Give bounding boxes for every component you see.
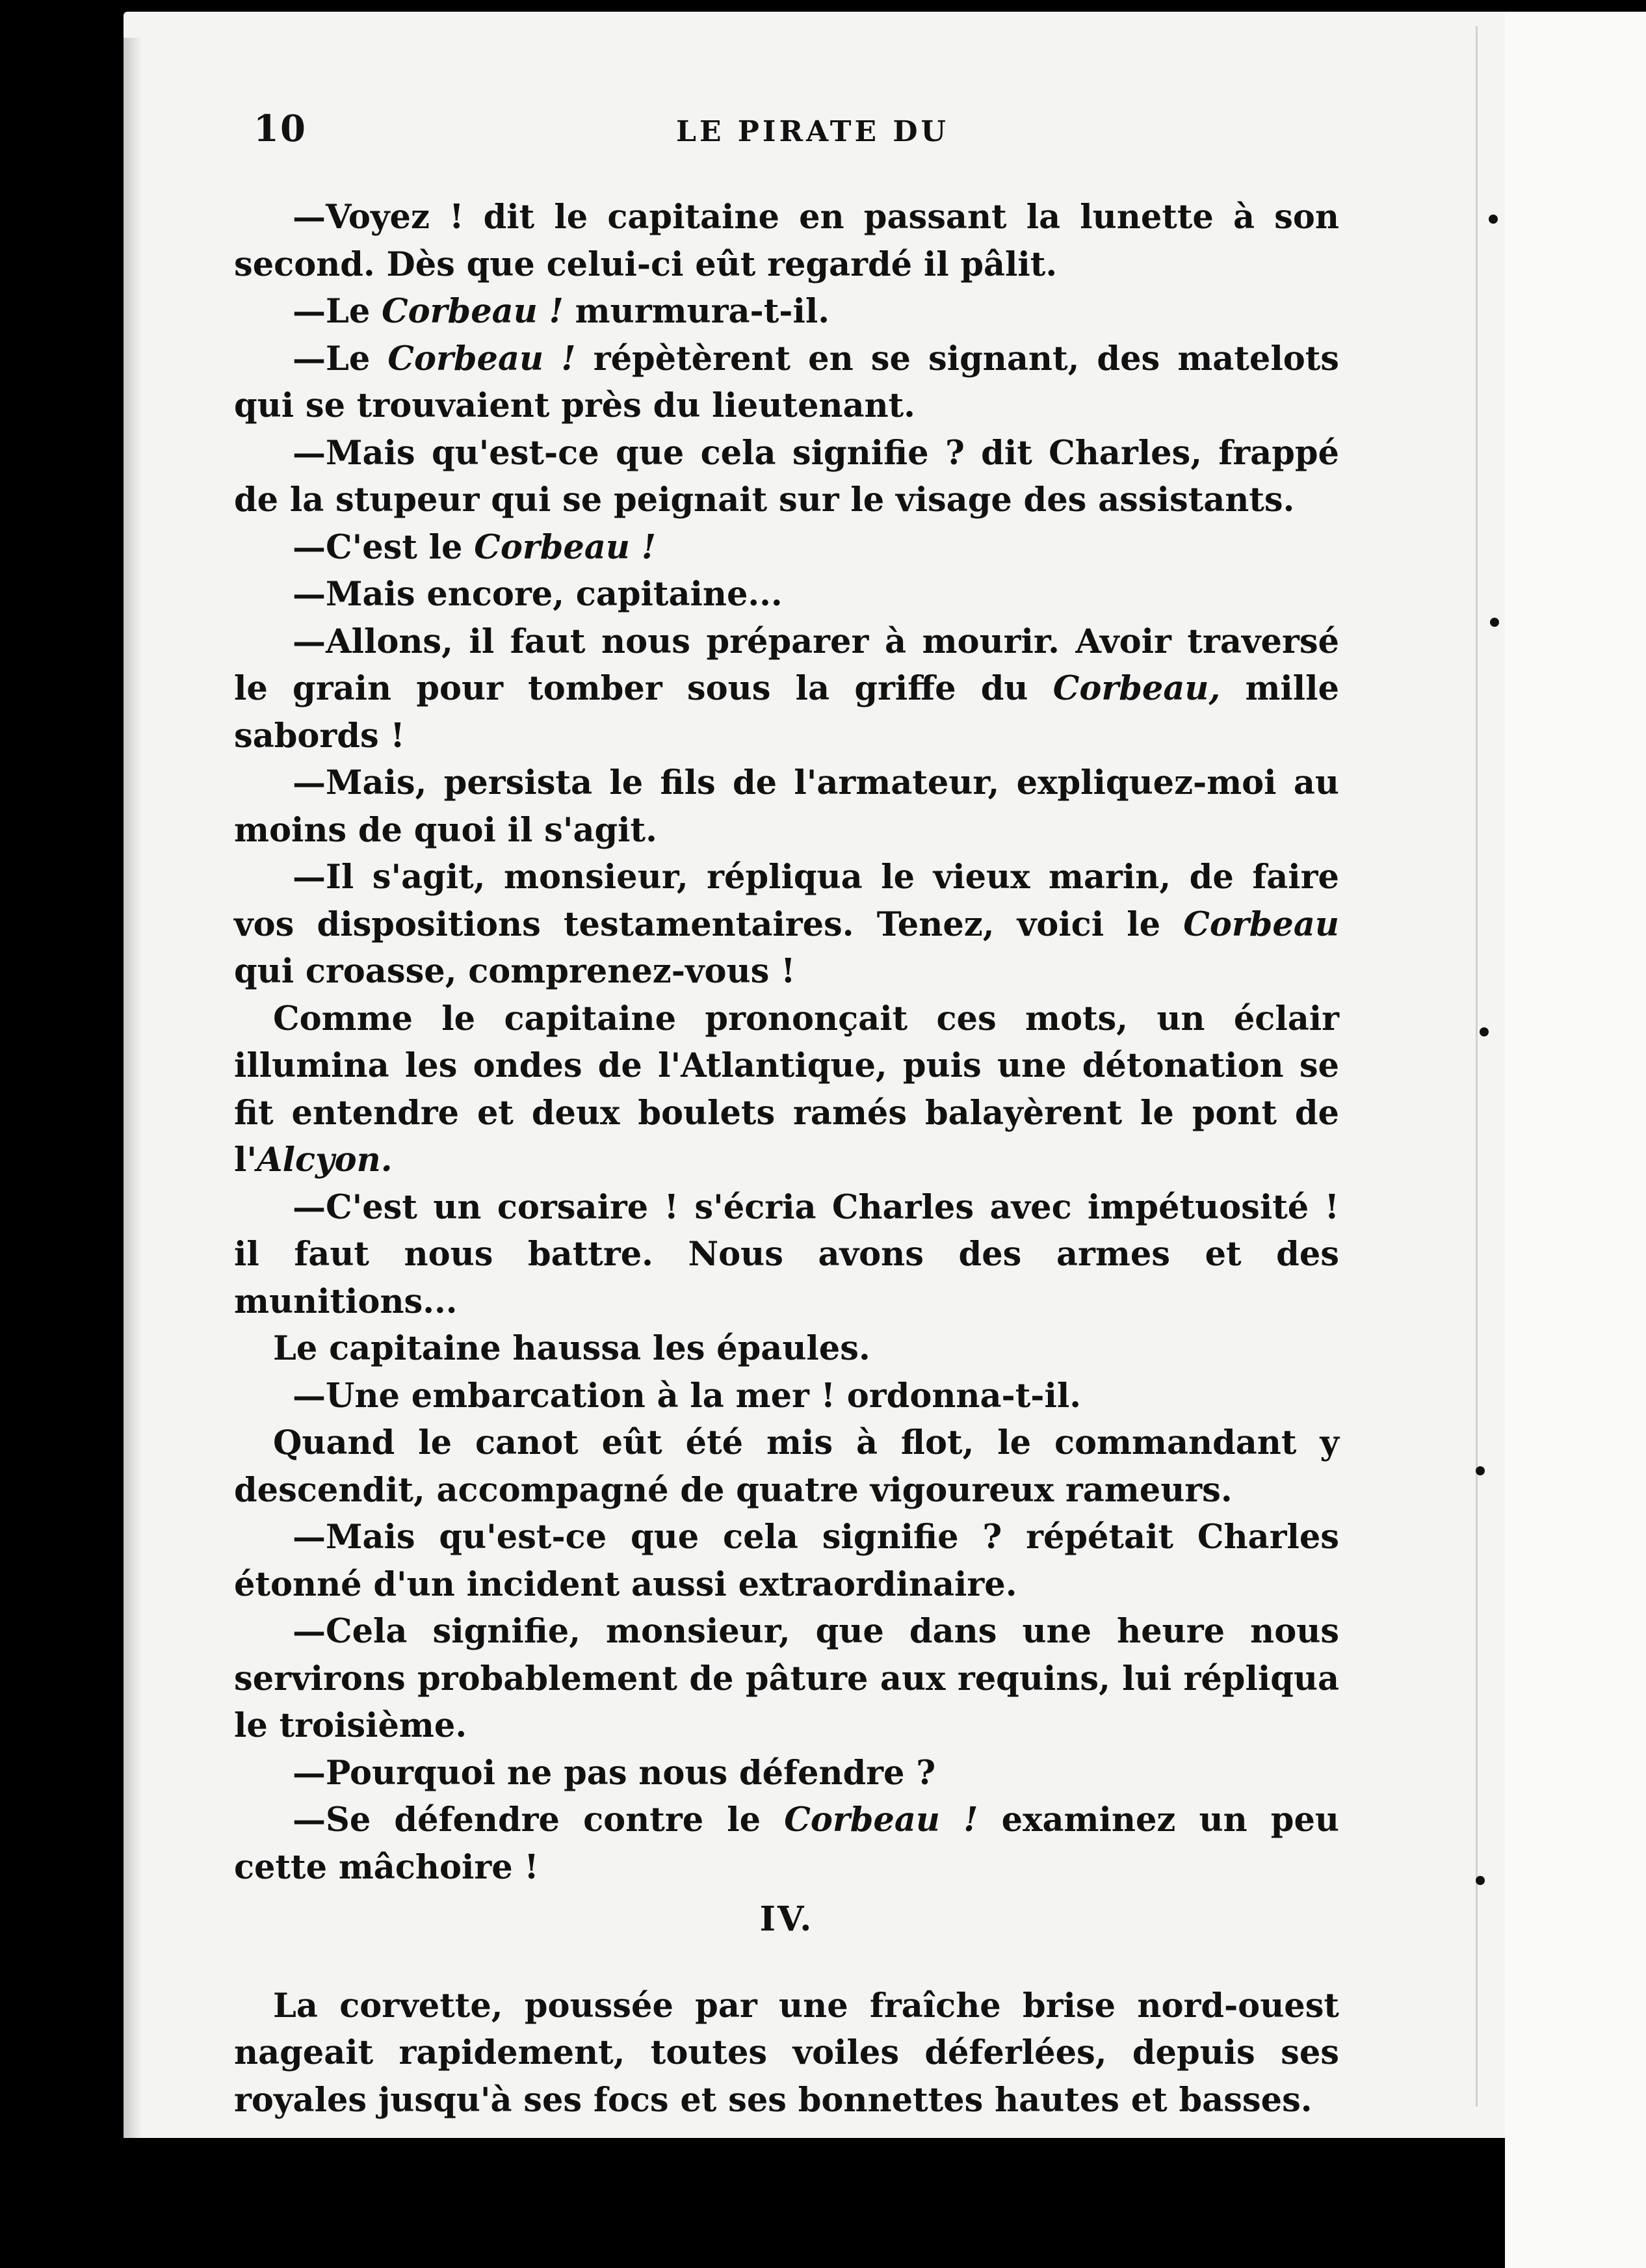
text-run: —Le <box>293 292 382 331</box>
text-run: —Mais qu'est-ce que cela signifie ? dit Charles, frappé de la stupeur qui se peignait sur le visage des assistants. <box>234 433 1339 520</box>
paragraph <box>234 1419 1339 1514</box>
page-header <box>254 107 1339 153</box>
binding-mark <box>1476 1876 1485 1885</box>
paragraph <box>234 1184 1339 1326</box>
paragraph <box>234 996 1339 1184</box>
italic-text: Corbeau ! <box>474 527 657 567</box>
paragraph <box>234 288 1339 336</box>
text-run: qui croasse, comprenez-vous ! <box>234 952 796 991</box>
text-run: mille sabords ! <box>234 669 1339 756</box>
paragraph <box>234 1608 1339 1750</box>
text-run: —Voyez ! dit le capitaine en passant la lunette à son second. Dès que celui-ci eût regardé il pâlit. <box>234 198 1339 284</box>
paragraph-list <box>234 194 1339 1891</box>
italic-text: Alcyon. <box>257 1141 393 1180</box>
text-run: murmura-t-il. <box>563 292 830 331</box>
paragraph <box>234 194 1339 288</box>
text-run: —Se défendre contre le <box>293 1800 785 1839</box>
text-run: Comme le capitaine prononçait ces mots, un éclair illumina les ondes de l'Atlantique, puis une détonation se fit entendre et deux boulets ramés balayèrent le pont de l' <box>234 999 1339 1180</box>
text-run: —Il s'agit, monsieur, répliqua le vieux marin, de faire vos dispositions testamentaires. Tenez, voici le <box>234 858 1339 944</box>
paragraph <box>234 430 1339 524</box>
paragraph <box>234 1797 1339 1891</box>
italic-text: Corbeau, <box>1052 669 1221 708</box>
page-number: 10 <box>254 107 307 150</box>
binding-mark <box>1476 1466 1485 1475</box>
chapter-heading: IV. <box>759 1899 814 1939</box>
text-run: —Mais, persista le fils de l'armateur, expliquez-moi au moins de quoi il s'agit. <box>234 763 1339 850</box>
text-run: —Mais qu'est-ce que cela signifie ? répétait Charles étonné d'un incident aussi extraordinaire. <box>234 1518 1339 1604</box>
text-run: —Le <box>293 339 388 378</box>
text-run: —Allons, il faut nous préparer à mourir. Avoir traversé le grain pour tomber sous la griffe du <box>234 622 1339 708</box>
paragraph <box>234 759 1339 854</box>
page-fold <box>1476 26 1478 2107</box>
text-run: —Mais encore, capitaine... <box>293 575 783 614</box>
text-run: —Cela signifie, monsieur, que dans une heure nous servirons probablement de pâture aux requins, lui répliqua le troisième. <box>234 1612 1339 1745</box>
italic-text: Corbeau ! <box>784 1800 978 1839</box>
paragraph <box>234 618 1339 760</box>
italic-text: Corbeau <box>1183 904 1339 944</box>
text-run: Quand le canot eût été mis à flot, le commandant y descendit, accompagné de quatre vigoureux rameurs. <box>234 1423 1339 1510</box>
paragraph <box>234 1373 1339 1420</box>
paragraph <box>234 336 1339 430</box>
italic-text: Corbeau ! <box>387 339 576 378</box>
facing-page-edge <box>1505 12 1646 2268</box>
paragraph <box>234 1750 1339 1797</box>
running-head: LE PIRATE DU <box>676 115 949 148</box>
closing-paragraph: La corvette, poussée par une fraîche brise nord-ouest nageait rapidement, toutes voiles déferlées, depuis ses royales jusqu'à ses focs et ses bonnettes hautes et basses. <box>234 1986 1339 2120</box>
text-run: —C'est le <box>293 527 475 567</box>
paragraph <box>234 1325 1339 1373</box>
text-run: examinez un peu cette mâchoire ! <box>234 1800 1339 1887</box>
italic-text: Corbeau ! <box>382 292 564 331</box>
binding-mark <box>1489 215 1498 224</box>
text-run: Le capitaine haussa les épaules. <box>273 1329 870 1368</box>
text-run: —Une embarcation à la mer ! ordonna-t-il. <box>293 1376 1081 1416</box>
text-run: —C'est un corsaire ! s'écria Charles avec impétuosité ! il faut nous battre. Nous avons des armes et des munitions... <box>234 1187 1339 1321</box>
paragraph <box>234 1514 1339 1608</box>
paragraph <box>234 524 1339 572</box>
text-run: —Pourquoi ne pas nous défendre ? <box>293 1753 936 1793</box>
paragraph <box>234 854 1339 996</box>
text-run: répètèrent en se signant, des matelots qui se trouvaient près du lieutenant. <box>234 339 1340 425</box>
body-text <box>234 194 1339 2124</box>
paragraph <box>234 571 1339 618</box>
binding-mark <box>1490 618 1499 627</box>
binding-mark <box>1480 1027 1489 1036</box>
